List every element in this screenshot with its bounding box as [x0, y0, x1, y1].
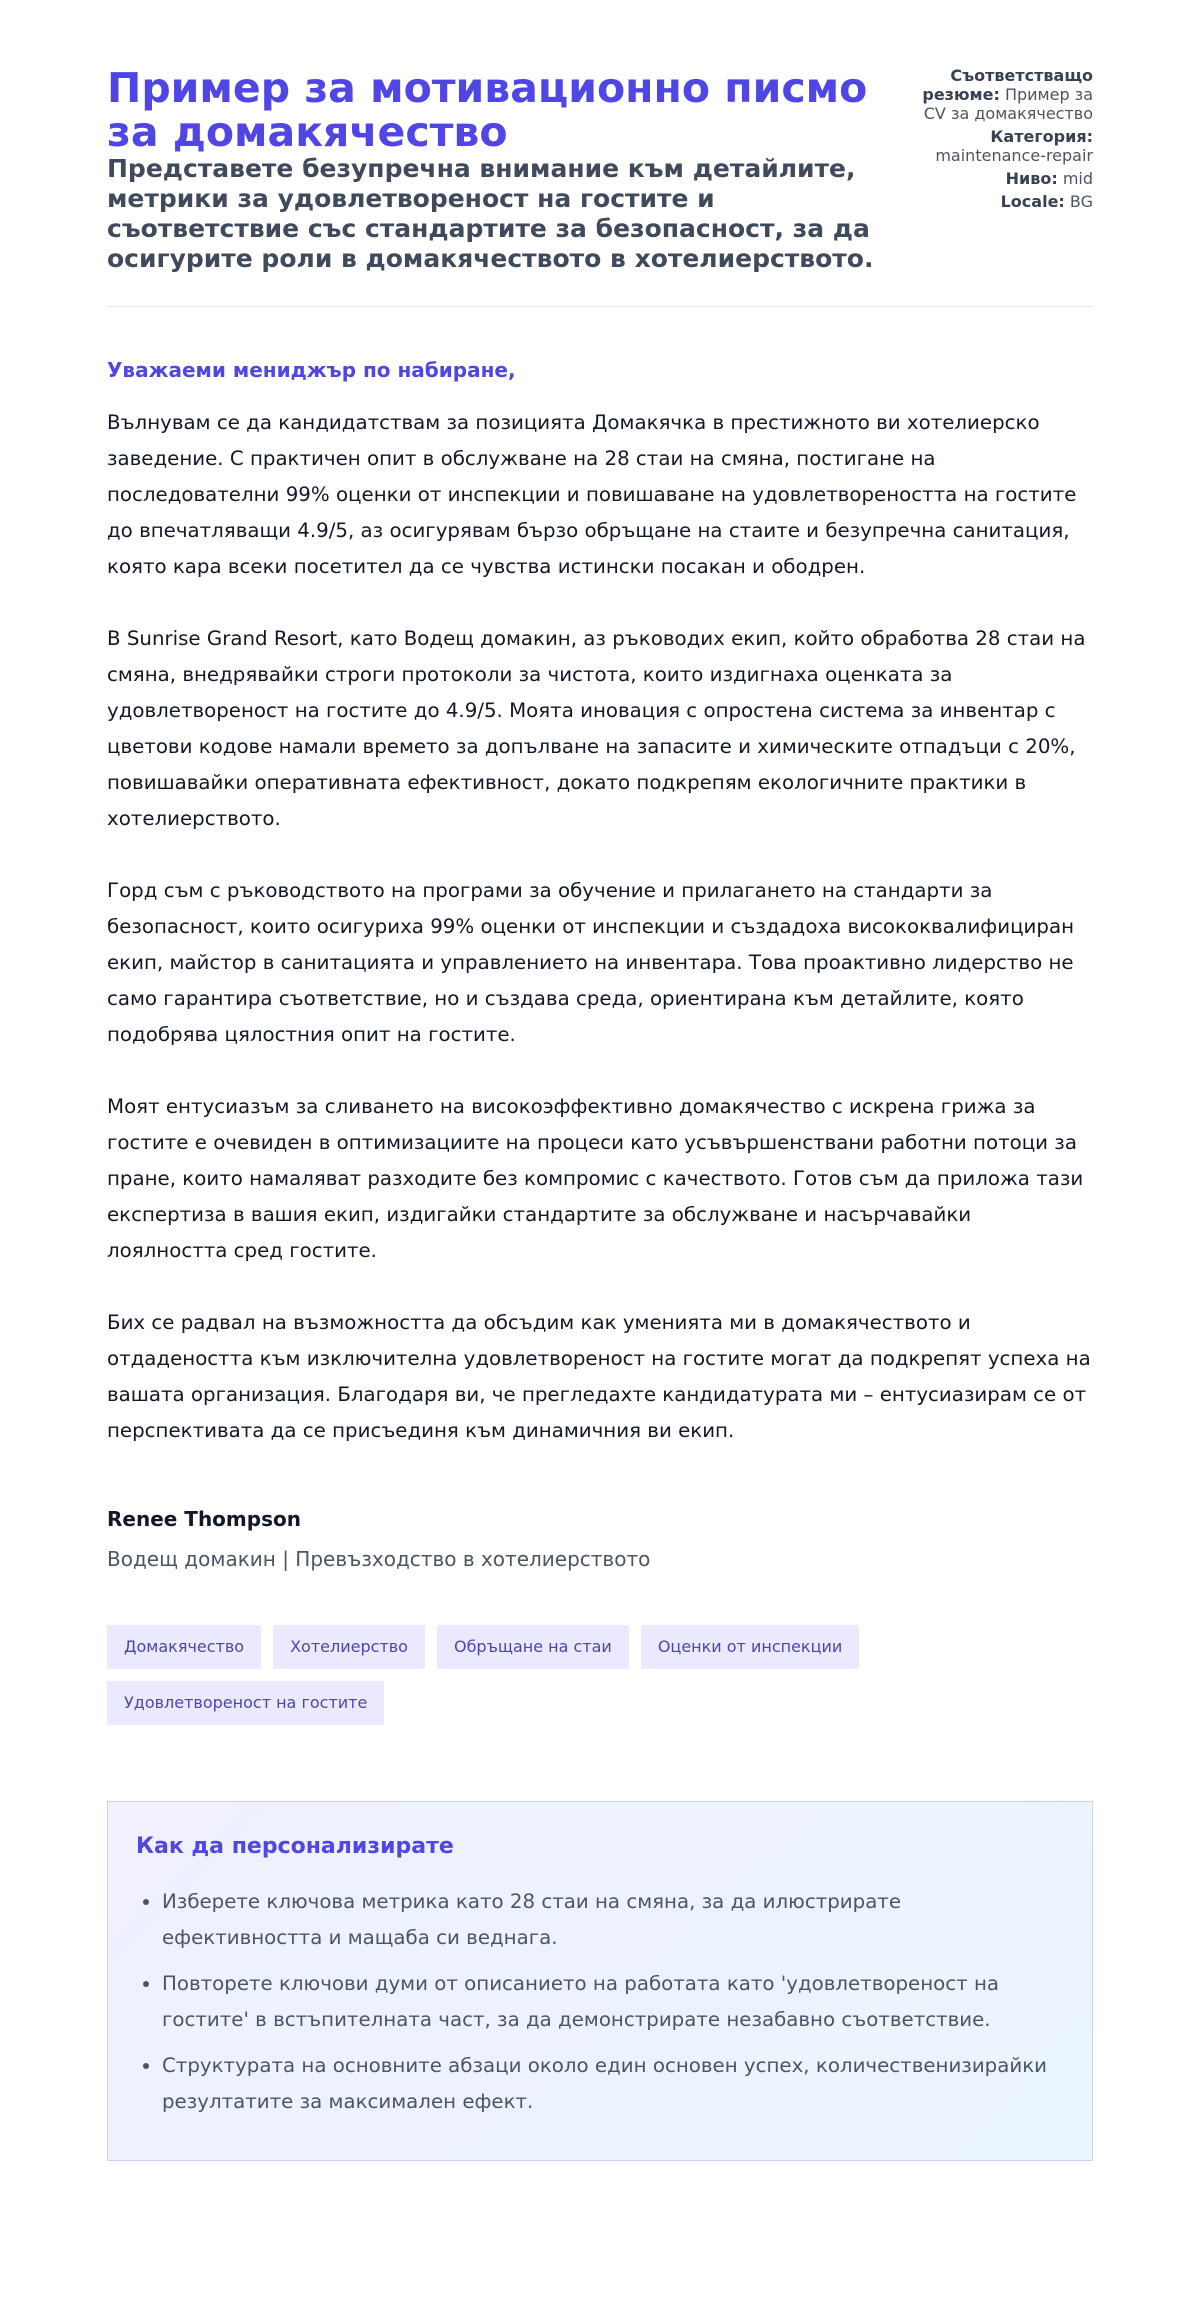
- letter-paragraph: В Sunrise Grand Resort, като Водещ домакин, аз ръководих екип, който обработва 28 стаи на смяна, внедрявайки строги протоколи за чистота, които издигнаха оценката за удовлетвореност на гостите до 4.9/5. Моята иновация с опростена система за инвентар с цветови кодове намали времето за допълване на запасите и химическите отпадъци с 20%, повишавайки оперативната ефективност, докато подкрепям екологичните практики в хотелиерството.: [107, 627, 1086, 830]
- tips-list: [136, 1884, 1064, 2120]
- meta-resume-value[interactable]: Пример за CV за домакячество: [923, 85, 1093, 123]
- meta-level: [908, 169, 1093, 188]
- page-title: Пример за мотивационно писмо за домакячество: [107, 64, 868, 156]
- meta-locale-label: Locale:: [1000, 192, 1065, 211]
- meta-level-label: Ниво:: [1005, 169, 1058, 188]
- tag-list: [107, 1625, 967, 1725]
- meta-category-label: Категория:: [990, 127, 1093, 146]
- letter-salutation: Уважаеми мениджър по набиране,: [107, 358, 516, 382]
- signature-title: Водещ домакин | Превъзходство в хотелиерството: [107, 1547, 651, 1571]
- letter-paragraph: Вълнувам се да кандидатствам за позицията Домакячка в престижното ви хотелиерско заведение. С практичен опит в обслужване на 28 стаи на смяна, постигане на последователни 99% оценки от инспекции и повишаване на удовлетвореността на гостите до впечатляващи 4.9/5, аз осигурявам бързо обръщане на стаите и безупречна санитация, която кара всеки посетител да се чувства истински посакан и ободрен.: [107, 411, 1077, 578]
- header-titles: [107, 66, 908, 274]
- tips-list-item: • Структурата на основните абзаци около един основен успех, количественизирайки резултатите за максимален ефект.: [162, 2048, 1064, 2120]
- tag-chip[interactable]: Оценки от инспекции: [641, 1625, 859, 1669]
- letter-body: [107, 405, 1093, 1449]
- letter-paragraph: Горд съм с ръководството на програми за обучение и прилагането на стандарти за безопасност, които осигуриха 99% оценки от инспекции и създадоха висококвалифициран екип, майстор в санитацията и управлението на инвентара. Това проактивно лидерство не само гарантира съответствие, но и създава среда, ориентирана към детайлите, която подобрява цялостния опит на гостите.: [107, 879, 1075, 1046]
- meta-level-value: mid: [1062, 169, 1093, 188]
- customization-tips-box: [107, 1801, 1093, 2161]
- letter-paragraph: Моят ентусиазъм за сливането на високоэффективно домакячество с искрена грижа за гостите е очевиден в оптимизациите на процеси като усъвършенствани работни потоци за пране, които намаляват разходите без компромис с качеството. Готов съм да приложа тази експертиза в вашия екип, издигайки стандартите за обслужване и насърчавайки лоялността сред гостите.: [107, 1095, 1084, 1262]
- letter-paragraph: Бих се радвал на възможността да обсъдим как уменията ми в домакячеството и отдадеността към изключителна удовлетвореност на гостите могат да подкрепят успеха на вашата организация. Благодаря ви, че прегледахте кандидатурата ми – ентусиазирам се от перспективата да се присъединя към динамичния ви екип.: [107, 1311, 1091, 1442]
- meta-resume-label: Съответстващо резюме:: [922, 66, 1093, 104]
- meta-resume: [908, 66, 1093, 123]
- page-header: [107, 66, 1093, 307]
- signature-block: [107, 1505, 1093, 1573]
- page-subtitle: Представете безупречна внимание към детайлите, метрики за удовлетвореност на гостите и съответствие със стандартите за безопасност, за да осигурите роли в домакячеството в хотелиерството.: [107, 154, 874, 273]
- tag-chip[interactable]: Обръщане на стаи: [437, 1625, 629, 1669]
- tag-chip[interactable]: Домакячество: [107, 1625, 261, 1669]
- tips-list-item: • Изберете ключова метрика като 28 стаи на смяна, за да илюстрирате ефективността и мащаба си веднага.: [162, 1884, 1064, 1956]
- meta-locale: [908, 192, 1093, 211]
- tips-list-item: • Повторете ключови думи от описанието на работата като 'удовлетвореност на гостите' в встъпителната част, за да демонстрирате незабавно съответствие.: [162, 1966, 1064, 2038]
- meta-locale-value: BG: [1069, 192, 1093, 211]
- meta-panel: [908, 66, 1093, 215]
- meta-category-value: maintenance-repair: [935, 146, 1093, 165]
- tag-chip[interactable]: Хотелиерство: [273, 1625, 425, 1669]
- tag-chip[interactable]: Удовлетвореност на гостите: [107, 1681, 384, 1725]
- signature-name: Renee Thompson: [107, 1507, 301, 1531]
- tips-title: Как да персонализирате: [136, 1834, 454, 1859]
- meta-category: [908, 127, 1093, 165]
